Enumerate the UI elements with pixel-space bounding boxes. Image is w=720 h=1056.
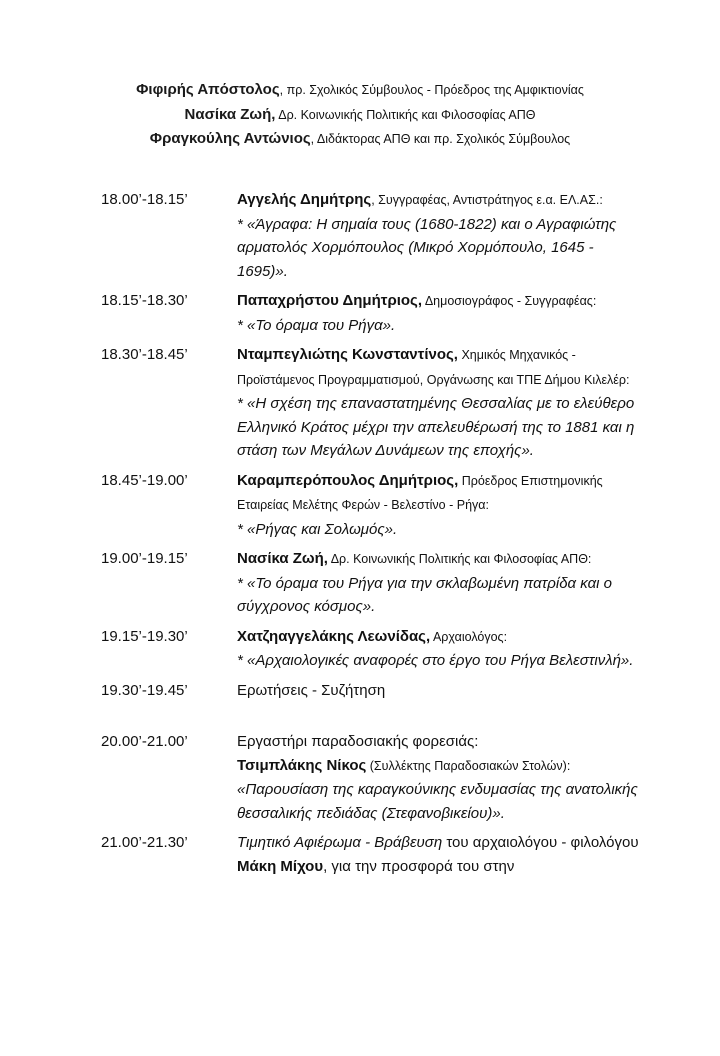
speaker-role: Πρόεδρος Επιστημονικής Εταιρείας Μελέτης Φερών - Βελεστίνο - Ρήγα: [237, 473, 603, 512]
talk-title: * «Άγραφα: Η σημαία τους (1680-1822) και ο Αγραφιώτης αρματολός Χορμόπουλος (Μικρό Χορμόπουλο, 1645 - 1695)». [237, 215, 617, 280]
speaker-role: Αρχαιολόγος: [430, 629, 508, 644]
chair-line [0, 103, 720, 128]
speaker-role: Χημικός Μηχανικός - Προϊστάμενος Προγραμματισμού, Οργάνωσης και ΤΠΕ Δήμου Κιλελέρ: [237, 348, 630, 387]
talk-title: * «Το όραμα του Ρήγα για την σκλαβωμένη πατρίδα και ο σύγχρονος κόσμος». [237, 574, 612, 615]
program-row [101, 625, 661, 673]
chair-role: Δρ. Κοινωνικής Πολιτικής και Φιλοσοφίας ΑΠΘ [275, 107, 536, 122]
program-entry [237, 469, 647, 542]
program-row [101, 188, 661, 283]
speaker-role: Δρ. Κοινωνικής Πολιτικής και Φιλοσοφίας ΑΠΘ: [327, 552, 592, 566]
program-row-workshop [101, 730, 661, 825]
speaker-name: Νταμπεγλιώτης Κωνσταντίνος, [237, 346, 458, 363]
section-gap [101, 708, 661, 730]
speaker-role: (Συλλέκτης Παραδοσιακών Στολών): [366, 758, 571, 773]
program-schedule [101, 188, 661, 884]
time-slot: 21.00’-21.30’ [101, 834, 188, 851]
time-slot: 19.00’-19.15’ [101, 550, 188, 567]
program-row [101, 469, 661, 542]
workshop-title: Εργαστήρι παραδοσιακής φορεσιάς: [237, 733, 479, 750]
speaker-role: , Συγγραφέας, Αντιστράτηγος ε.α. ΕΛ.ΑΣ.: [371, 193, 603, 207]
tribute-title: Τιμητικό Αφιέρωμα - Βράβευση [237, 834, 443, 851]
chair-name: Νασίκα Ζωή, [184, 105, 276, 123]
discussion-text: Ερωτήσεις - Συζήτηση [237, 681, 386, 699]
program-entry [237, 831, 647, 878]
chair-role: , Διδάκτορας ΑΠΘ και πρ. Σχολικός Σύμβουλος [310, 132, 571, 146]
program-entry [237, 343, 647, 463]
time-slot: 18.45’-19.00’ [101, 471, 188, 489]
program-row [101, 343, 661, 463]
time-slot: 19.30’-19.45’ [101, 681, 188, 699]
time-slot: 18.30’-18.45’ [101, 346, 188, 363]
speaker-name: Καραμπερόπουλος Δημήτριος, [237, 471, 459, 489]
program-entry [237, 625, 647, 673]
chair-name: Φιφιρής Απόστολος [136, 81, 280, 98]
time-slot: 18.15’-18.30’ [101, 292, 188, 309]
talk-title: * «Το όραμα του Ρήγα». [237, 316, 396, 334]
chair-line [0, 78, 720, 103]
program-entry [237, 289, 647, 337]
time-slot: 20.00’-21.00’ [101, 733, 188, 750]
program-row-discussion [101, 679, 661, 703]
program-row [101, 289, 661, 337]
time-slot: 19.15’-19.30’ [101, 627, 188, 645]
program-entry [237, 188, 647, 283]
tribute-text-cont: , για την προσφορά του στην [323, 857, 515, 875]
time-slot: 18.00’-18.15’ [101, 191, 188, 208]
speaker-role: Δημοσιογράφος - Συγγραφέας: [422, 294, 597, 308]
chair-name: Φραγκούλης Αντώνιος [149, 130, 311, 147]
speaker-name: Αγγελής Δημήτρης [237, 191, 372, 208]
speaker-name: Νασίκα Ζωή, [237, 550, 328, 567]
program-row [101, 547, 661, 619]
talk-title: * «Αρχαιολογικές αναφορές στο έργο του Ρήγα Βελεστινλή». [237, 652, 634, 669]
chair-role: , πρ. Σχολικός Σύμβουλος - Πρόεδρος της Αμφικτιονίας [279, 83, 584, 97]
chair-line [0, 127, 720, 152]
talk-title: «Παρουσίαση της καραγκούνικης ενδυμασίας της ανατολικής θεσσαλικής πεδιάδας (Στεφανοβικείου)». [237, 781, 638, 822]
honoree-name: Μάκη Μίχου [237, 857, 324, 875]
program-entry [237, 547, 647, 619]
chairs-block [0, 78, 720, 152]
speaker-name: Χατζηαγγελάκης Λεωνίδας, [237, 627, 431, 645]
tribute-text: του αρχαιολόγου - φιλολόγου [442, 834, 639, 851]
speaker-name: Τσιμπλάκης Νίκος [237, 756, 367, 774]
talk-title: * «Ρήγας και Σολωμός». [237, 520, 398, 538]
speaker-name: Παπαχρήστου Δημήτριος, [237, 292, 423, 309]
program-entry [237, 730, 647, 825]
talk-title: * «Η σχέση της επαναστατημένης Θεσσαλίας με το ελεύθερο Ελληνικό Κράτος μέχρι την απελευθέρωσή της το 1881 και η στάση των Μεγάλων Δυνάμεων της εποχής». [237, 395, 635, 459]
program-row-tribute [101, 831, 661, 878]
program-entry [237, 679, 647, 703]
